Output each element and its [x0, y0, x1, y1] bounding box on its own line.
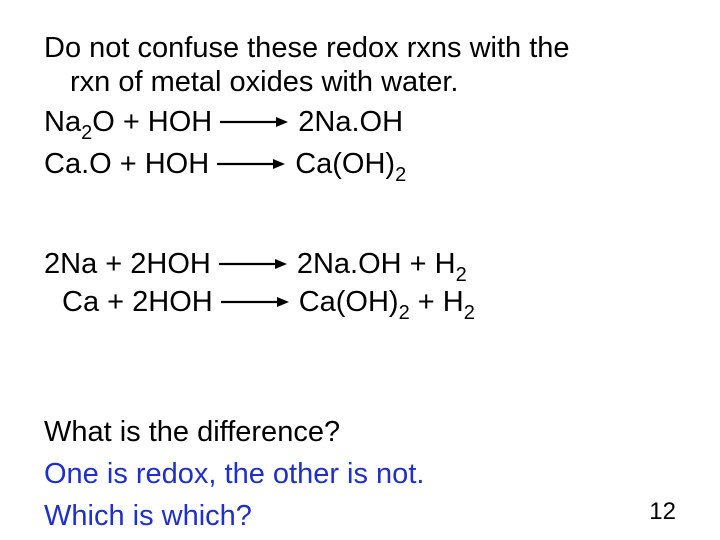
answer-line-2: Which is which? [44, 500, 252, 532]
equation-ca [62, 284, 475, 324]
reaction-arrow-icon [217, 157, 287, 171]
reaction-arrow-icon [219, 257, 289, 271]
answer-line-1: One is redox, the other is not. [44, 458, 425, 490]
equation-na2o [44, 104, 404, 144]
equation-rhs: $Ca(OH)_2$ [295, 148, 407, 186]
page-number: 12 [649, 498, 676, 525]
intro-line-1: Do not confuse these redox rxns with the [44, 32, 570, 64]
equation-cao [44, 146, 407, 186]
equation-lhs: 2Na + 2HOH [44, 248, 211, 280]
intro-line-2: rxn of metal oxides with water. [70, 66, 459, 98]
equation-lhs: $Na_2O$ + HOH [44, 106, 213, 144]
equation-rhs: $Ca(OH)_2 + H_2$ [298, 286, 475, 324]
equation-lhs: Ca + 2HOH [62, 286, 213, 318]
equation-lhs: Ca.O + HOH [44, 148, 210, 180]
equation-na [44, 246, 467, 286]
reaction-arrow-icon [220, 115, 290, 129]
reaction-arrow-icon [221, 295, 291, 309]
question-text: What is the difference? [44, 416, 341, 448]
equation-rhs: 2Na.OH [298, 106, 404, 138]
equation-rhs: $2Na.OH + H_2$ [296, 248, 467, 286]
